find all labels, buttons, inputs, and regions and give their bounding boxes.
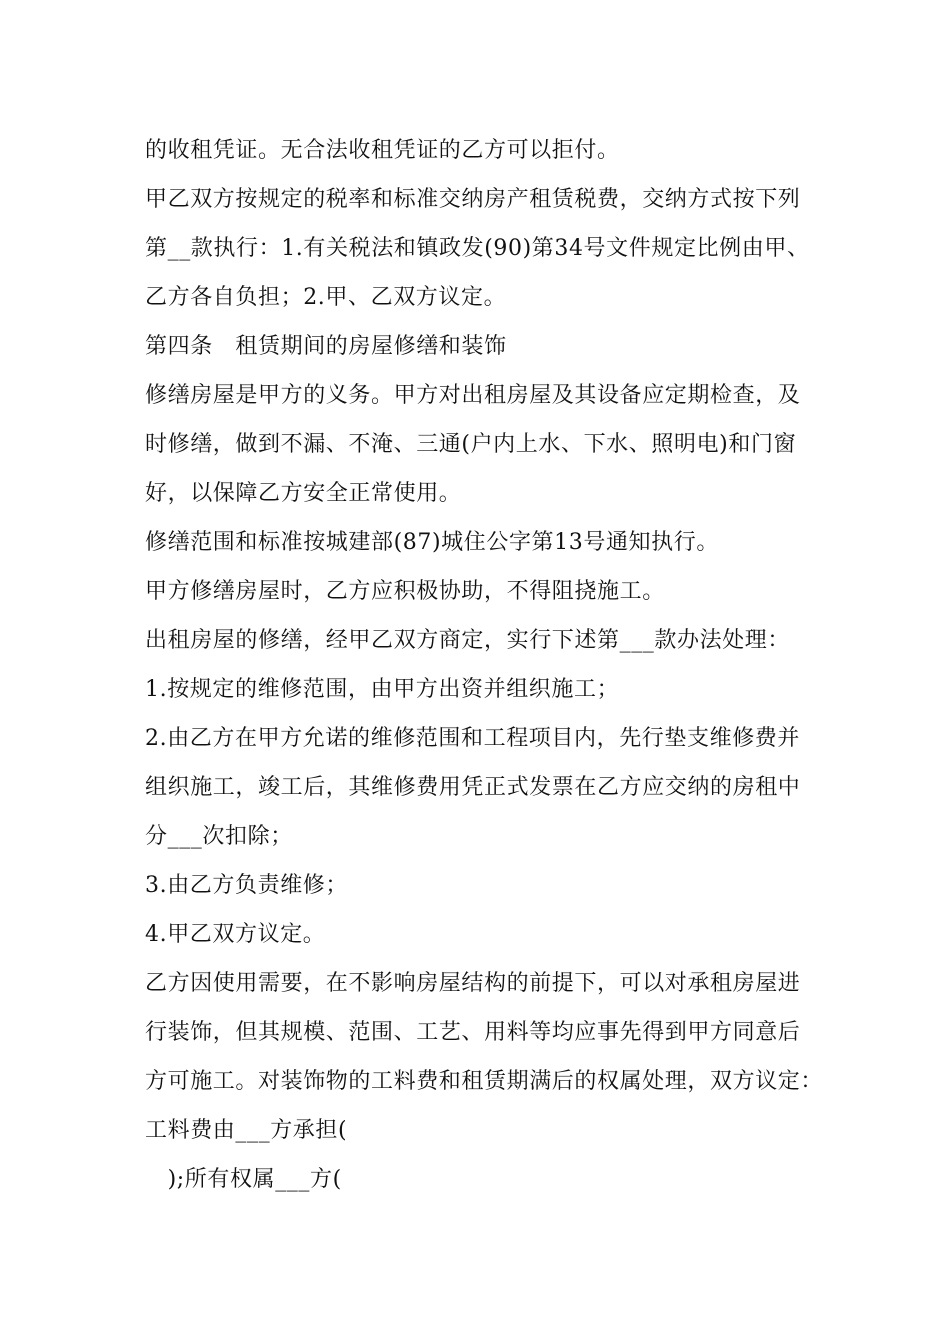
text-line: 方可施工。对装饰物的工料费和租赁期满后的权属处理，双方议定： bbox=[145, 1069, 824, 1094]
text-line: 出租房屋的修缮，经甲乙双方商定，实行下述第___款办法处理： bbox=[145, 628, 791, 653]
text-line: 组织施工，竣工后，其维修费用凭正式发票在乙方应交纳的房租中 bbox=[145, 775, 801, 800]
text-line: 第__款执行：1.有关税法和镇政发(90)第34号文件规定比例由甲、 bbox=[145, 236, 810, 261]
list-item: 1.按规定的维修范围，由甲方出资并组织施工； bbox=[145, 677, 620, 702]
list-item: 2.由乙方在甲方允诺的维修范围和工程项目内，先行垫支维修费并 bbox=[145, 726, 800, 751]
text-line: 的收租凭证。无合法收租凭证的乙方可以拒付。 bbox=[145, 138, 620, 163]
text-line: 好，以保障乙方安全正常使用。 bbox=[145, 481, 462, 506]
list-item: 4.甲乙双方议定。 bbox=[145, 922, 326, 947]
text-line: 甲乙双方按规定的税率和标准交纳房产租赁税费，交纳方式按下列 bbox=[145, 187, 801, 212]
text-line: );所有权属___方( bbox=[145, 1167, 342, 1192]
text-line: 时修缮，做到不漏、不淹、三通(户内上水、下水、照明电)和门窗 bbox=[145, 432, 797, 457]
text-line: 行装饰，但其规模、范围、工艺、用料等均应事先得到甲方同意后 bbox=[145, 1020, 801, 1045]
text-line: 修缮范围和标准按城建部(87)城住公字第13号通知执行。 bbox=[145, 530, 719, 555]
text-line: 甲方修缮房屋时，乙方应积极协助，不得阻挠施工。 bbox=[145, 579, 665, 604]
document-body bbox=[145, 126, 825, 1204]
text-line: 修缮房屋是甲方的义务。甲方对出租房屋及其设备应定期检查，及 bbox=[145, 383, 801, 408]
list-item: 3.由乙方负责维修； bbox=[145, 873, 348, 898]
text-line: 工料费由___方承担( bbox=[145, 1118, 348, 1143]
text-line: 乙方因使用需要，在不影响房屋结构的前提下，可以对承租房屋进 bbox=[145, 971, 801, 996]
text-line: 分___次扣除； bbox=[145, 824, 293, 849]
section-heading: 第四条 租赁期间的房屋修缮和装饰 bbox=[145, 334, 507, 359]
text-line: 乙方各自负担；2.甲、乙双方议定。 bbox=[145, 285, 507, 310]
